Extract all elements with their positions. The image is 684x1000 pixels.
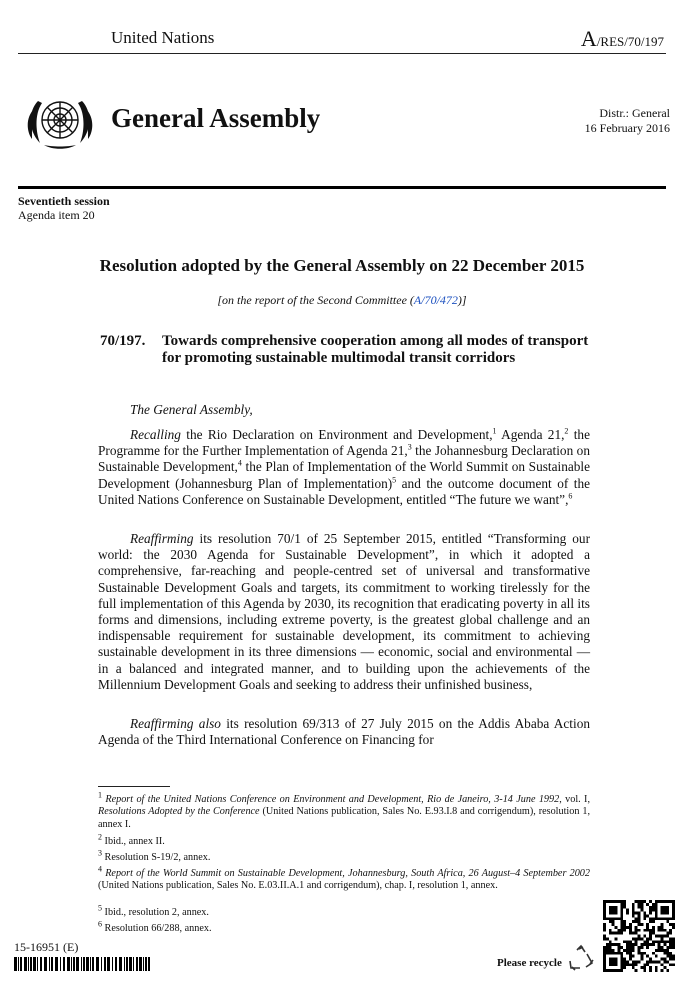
fn-ref-1: 1 [492,426,497,436]
agenda-item: Agenda item 20 [18,208,95,222]
fn-num-6: 6 [98,919,102,929]
report-reference [0,293,684,308]
fn1-italic-2: Resolutions Adopted by the Conference [98,806,260,818]
footnote-5 [98,903,590,919]
paragraph-recalling [98,427,590,508]
please-recycle: Please recycle [497,957,562,969]
p1-text-6: and the outcome document of the United Nations Conference on Sustainable Development, entitled “The future we want”, [98,475,590,507]
fn-ref-4: 4 [237,458,242,468]
fn1-mid: , vol. I, [559,794,590,805]
report-suffix: )] [457,293,467,307]
fn-ref-6: 6 [568,491,573,501]
footnote-3 [98,848,590,864]
document-symbol [581,26,664,52]
paragraph-reaffirming [98,531,590,693]
fn-num-2: 2 [98,832,102,842]
fn3-text: Resolution S-19/2, annex. [104,852,211,863]
fn6-text: Resolution 66/288, annex. [104,923,212,934]
fn1-rest: (United Nations publication, Sales No. E.93.I.8 and corrigendum), resolution 1, annex I. [98,806,590,830]
header-rule [18,53,666,54]
p1-text-3: the Programme for the Further Implementation of Agenda 21, [98,427,590,459]
fn-num-1: 1 [98,790,102,800]
footnote-6 [98,919,590,935]
resolution-heading [100,333,600,367]
p2-text: its resolution 70/1 of 25 September 2015, entitled “Transforming our world: the 2030 Agenda for Sustainable Development”, in which it adopted a comprehensive, far-reaching and people-centred set of universal and transformative Sustainable Development Goals and targets, its commitment to working tirelessly for the full implementation of this Agenda by 2030, its recognition that eradicating poverty in all its forms and dimensions, including extreme poverty, is the greatest global challenge and an indispensable requirement for sustainable development, its commitment to achieving sustainable development in its three dimensions — economic, social and environmental — in a balanced and integrated manner, and to building upon the achievements of the Millennium Development Goals and seeking to address their unfinished business, [98,531,590,692]
fn-num-3: 3 [98,848,102,858]
p2-lead: Reaffirming [130,531,194,546]
resolution-title: Resolution adopted by the General Assembly on 22 December 2015 [99,256,585,275]
fn2-text: Ibid., annex II. [104,836,165,847]
footnote-4 [98,864,590,893]
qr-code-icon [603,900,675,972]
distribution: Distr.: General [599,106,670,120]
p1-text-2: Agenda 21, [496,427,565,442]
fn1-italic: Report of the United Nations Conference on Environment and Development, Rio de Janeiro, 3-14 June 1992 [105,794,560,805]
session-info [18,194,110,222]
symbol-letter: A [580,26,597,51]
header-thick-rule [18,186,666,189]
distribution-block [585,106,670,136]
org-name: United Nations [111,28,215,47]
footnote-1 [98,790,590,831]
report-prefix: [on the report of the Second Committee ( [217,293,414,307]
footnote-2 [98,832,590,848]
resolution-number: 70/197. [100,333,146,349]
fn-ref-2: 2 [564,426,569,436]
p3-lead: Reaffirming also [130,716,221,731]
barcode-icon [14,957,150,971]
symbol-rest: /RES/70/197 [596,34,664,49]
fn-num-5: 5 [98,903,102,913]
report-link[interactable]: A/70/472 [413,293,458,307]
p1-text-4: the Johannesburg Declaration on Sustainable Development, [98,443,590,475]
fn-num-4: 4 [98,864,102,874]
recycle-icon [566,943,596,973]
organ-title: General Assembly [111,103,321,133]
paragraph-reaffirming-also [98,716,590,748]
session-name: Seventieth session [18,194,110,208]
issue-date: 16 February 2016 [584,121,670,135]
p3-text: its resolution 69/313 of 27 July 2015 on the Addis Ababa Action Agenda of the Third International Conference on Financing for [98,716,590,748]
fn-ref-3: 3 [407,442,412,452]
fn4-rest: (United Nations publication, Sales No. E.03.II.A.1 and corrigendum), chap. I, resolution 1, annex. [98,880,498,892]
footnote-rule [98,786,170,787]
document-number: 15-16951 (E) [14,940,79,954]
p1-lead: Recalling [130,427,181,442]
the-general-assembly: The General Assembly, [130,402,253,417]
fn5-text: Ibid., resolution 2, annex. [104,907,209,918]
p1-text-1: the Rio Declaration on Environment and Development, [180,427,493,442]
resolution-heading-text: Towards comprehensive cooperation among all modes of transport for promoting sustainable multimodal transit corridors [162,333,589,366]
un-emblem-icon [22,87,98,153]
fn-ref-5: 5 [392,475,397,485]
p1-text-5: the Plan of Implementation of the World Summit on Sustainable Development (Johannesburg Plan of Implementation) [98,459,590,491]
fn4-italic: Report of the World Summit on Sustainable Development, Johannesburg, South Africa, 26 August–4 September 2002 [105,868,590,879]
